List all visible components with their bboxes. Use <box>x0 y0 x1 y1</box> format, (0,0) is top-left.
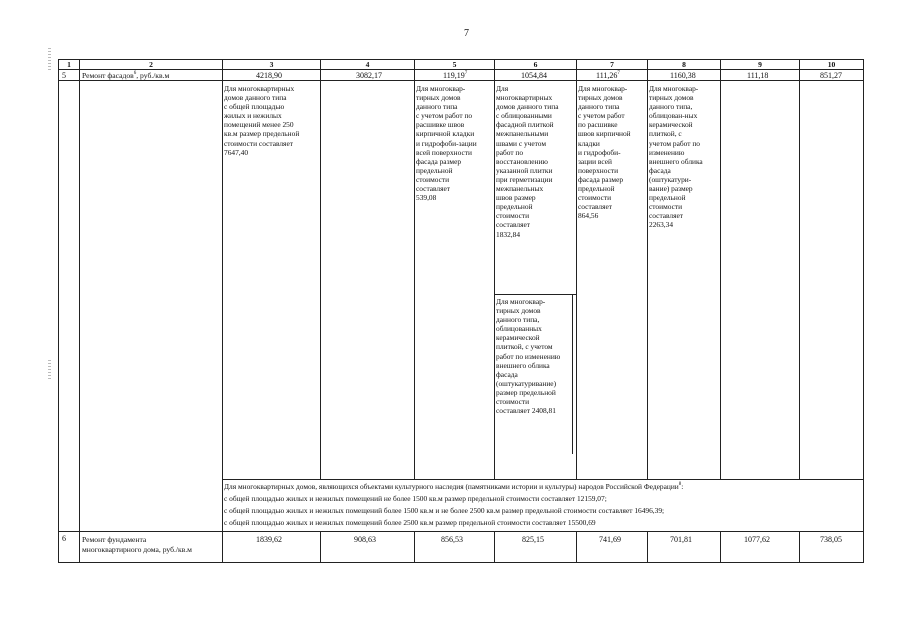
table-border-right <box>863 59 864 563</box>
cultural-heritage-footnote: 8 <box>678 482 682 487</box>
cultural-heritage-line2: с общей площадью жилых и нежилых помещений не более 1500 кв.м размер предельной стоимости составляет 12159,07; <box>224 494 607 503</box>
row5-bottom-line <box>58 531 864 532</box>
notes-bottom-line <box>222 479 864 480</box>
col-divider-4-5 <box>414 59 415 480</box>
col-divider-6-7 <box>576 59 577 480</box>
row5-col7-text: 111,26 <box>596 71 618 80</box>
row5-col5-value <box>443 71 467 80</box>
header-col-10: 10 <box>827 60 836 69</box>
row6-col7-value: 741,69 <box>599 535 621 544</box>
col-divider-9-10 <box>799 59 800 480</box>
header-col-2: 2 <box>149 60 153 69</box>
cultural-heritage-line1 <box>224 482 683 491</box>
row5-number: 5 <box>62 71 66 80</box>
row6-divider-3-4 <box>320 531 321 563</box>
row6-col9-value: 1077,62 <box>744 535 770 544</box>
note-col6-ceramic: Для многоквар- тирных домов данного типа, облицованных керамической плиткой, с учетом работ по изменению внешнего облика фасада (оштукатуривание) размер предельной стоимости составляет 2408,81 <box>496 297 561 416</box>
row5-name <box>82 71 169 80</box>
cultural-heritage-line4: с общей площадью жилых и нежилых помещений более 2500 кв.м размер предельной стоимости составляет 15500,69 <box>224 518 596 527</box>
row5-col8-value: 1160,38 <box>670 71 696 80</box>
header-col-9: 9 <box>758 60 762 69</box>
row6-col4-value: 908,63 <box>354 535 376 544</box>
row5-col4-value: 3082,17 <box>356 71 382 80</box>
header-separator <box>58 69 864 70</box>
row5-col9-value: 111,18 <box>747 71 769 80</box>
row6-name: Ремонт фундамента многоквартирного дома, руб./кв.м <box>82 535 192 554</box>
header-col-6: 6 <box>533 60 538 69</box>
page-number: 7 <box>464 28 469 39</box>
header-col-7: 7 <box>610 60 614 69</box>
row5-col5-footnote: 7 <box>464 71 468 76</box>
table-border-left <box>58 59 59 563</box>
row6-col6-value: 825,15 <box>522 535 544 544</box>
col-divider-1-2 <box>79 59 80 563</box>
cultural-heritage-line3: с общей площадью жилых и нежилых помещений более 1500 кв.м и не более 2500 кв.м размер предельной стоимости составляет 16496,39; <box>224 506 665 515</box>
row6-divider-9-10 <box>799 531 800 563</box>
row5-name-text: Ремонт фасадов <box>82 71 134 80</box>
cultural-heritage-line1-text: Для многоквартирных домов, являющихся объектами культурного наследия (памятниками истории и культуры) народов Российской Федерации <box>224 482 679 491</box>
table-border-bottom <box>58 562 864 563</box>
header-col-5: 5 <box>452 60 457 69</box>
note-col6-tiled: Для многоквартирных домов данного типа с облицованными фасадной плиткой межпанельными швами с учетом работ по восстановлению указанной плитки при герметизации межпанельных швов размер предельной стоимости составляет 1832,84 <box>496 84 559 239</box>
header-col-3: 3 <box>269 60 274 69</box>
note-col7: Для многоквар- тирных домов данного типа с учетом работ по расшивке швов кирпичной кладки и гидрофоби- зации всей поверхности фасада размер предельной стоимости составляет 864,56 <box>578 84 631 221</box>
row5-col7-footnote: 7 <box>617 71 620 76</box>
row5-col6-value: 1054,84 <box>521 71 547 80</box>
note-col8: Для многоквар- тирных домов данного типа, облицован-ных керамической плиткой, с учетом работ по изменению внешнего облика фасада (оштукатури- вание) размер предельной стоимости составляет 2263,34 <box>649 84 703 230</box>
margin-marks-bottom <box>48 360 52 381</box>
margin-marks-top <box>48 48 52 72</box>
col6-inner-separator <box>494 294 576 295</box>
row6-col5-value: 856,53 <box>441 535 463 544</box>
row6-divider-6-7 <box>576 531 577 563</box>
row6-divider-4-5 <box>414 531 415 563</box>
row6-col3-value: 1839,62 <box>256 535 282 544</box>
col-divider-2-3 <box>222 59 223 563</box>
row6-divider-8-9 <box>720 531 721 563</box>
row6-number: 6 <box>62 534 66 543</box>
row6-divider-7-8 <box>647 531 648 563</box>
row5-col10-value: 851,27 <box>820 71 842 80</box>
row5-col5-text: 119,19 <box>443 71 465 80</box>
row6-col10-value: 738,05 <box>820 535 842 544</box>
row5-values-separator <box>58 80 864 81</box>
col-divider-8-9 <box>720 59 721 480</box>
cultural-heritage-colon: : <box>681 482 684 491</box>
row5-name-footnote: 6 <box>133 71 137 76</box>
col6-inner-box-edge <box>572 294 573 454</box>
row6-divider-5-6 <box>494 531 495 563</box>
row5-col3-value: 4218,90 <box>256 71 282 80</box>
col-divider-3-4 <box>320 59 321 480</box>
header-col-4: 4 <box>365 60 370 69</box>
col-divider-7-8 <box>647 59 648 480</box>
col-divider-5-6 <box>494 59 495 480</box>
note-col3: Для многоквартирных домов данного типа с общей площадью жилых и нежилых помещений менее 250 кв.м размер предельной стоимости составляет 7647,40 <box>224 84 300 157</box>
row6-col8-value: 701,81 <box>670 535 692 544</box>
row5-col7-value <box>596 71 620 80</box>
header-col-1: 1 <box>67 60 71 69</box>
row5-name-unit: , руб./кв.м <box>136 71 170 80</box>
header-col-8: 8 <box>682 60 686 69</box>
note-col5: Для многоквар- тирных домов данного типа с учетом работ по расшивке швов кирпичной кладки и гидрофоби-зации всей поверхности фасада размер предельной стоимости составляет 539,08 <box>416 84 477 203</box>
